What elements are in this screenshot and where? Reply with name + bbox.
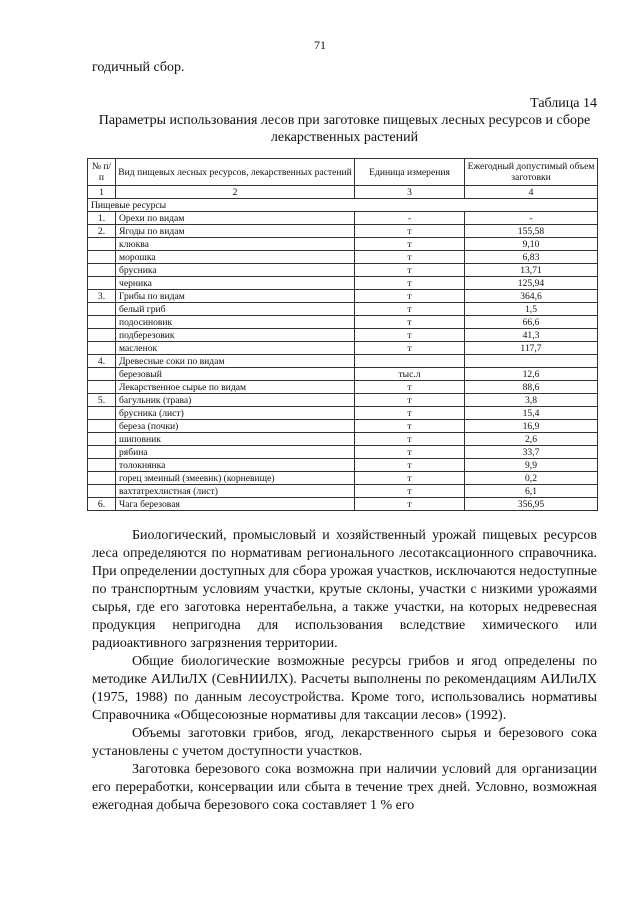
unit: т: [355, 472, 465, 485]
resource-name: Ягоды по видам: [116, 225, 355, 238]
resource-name: подберезовик: [116, 329, 355, 342]
table-row: [88, 498, 598, 511]
table-row: [88, 381, 598, 394]
resource-name: Чага березовая: [116, 498, 355, 511]
row-number: [88, 277, 116, 290]
row-number: 2.: [88, 225, 116, 238]
table-row: [88, 316, 598, 329]
column-number: 3: [355, 186, 465, 199]
row-number: [88, 238, 116, 251]
resource-name: Грибы по видам: [116, 290, 355, 303]
row-number: [88, 316, 116, 329]
column-number: 1: [88, 186, 116, 199]
resource-name: Орехи по видам: [116, 212, 355, 225]
section-label: Пищевые ресурсы: [88, 199, 598, 212]
resource-name: береза (почки): [116, 420, 355, 433]
row-number: [88, 329, 116, 342]
unit: т: [355, 277, 465, 290]
table-row: [88, 290, 598, 303]
column-number-row: [88, 186, 598, 199]
unit: т: [355, 459, 465, 472]
volume-value: 117,7: [465, 342, 598, 355]
unit: тыс.л: [355, 368, 465, 381]
row-number: [88, 303, 116, 316]
row-number: 5.: [88, 394, 116, 407]
unit: т: [355, 498, 465, 511]
resource-name: толокнянка: [116, 459, 355, 472]
row-number: [88, 420, 116, 433]
row-number: 4.: [88, 355, 116, 368]
row-number: 1.: [88, 212, 116, 225]
unit: т: [355, 251, 465, 264]
unit: т: [355, 238, 465, 251]
resource-name: Лекарственное сырье по видам: [116, 381, 355, 394]
resource-name: рябина: [116, 446, 355, 459]
resource-name: подосиновик: [116, 316, 355, 329]
table-header-row: [88, 159, 598, 186]
unit: т: [355, 264, 465, 277]
unit: т: [355, 381, 465, 394]
table-row: [88, 446, 598, 459]
paragraph: Биологический, промысловый и хозяйственный урожай пищевых ресурсов леса определяются по нормативам регионального лесотаксационного справочника. При определении доступных для сбора урожая участков, исключаются недоступные по транспортным условиям участки, крутые склоны, участки с низкими урожаями сырья, где его заготовка нерентабельна, а также участки, на которых недревесная продукция непригодна для использования вследствие химического или радиоактивного загрязнения территории.: [92, 528, 597, 651]
resource-name: масленок: [116, 342, 355, 355]
body-text: [92, 527, 597, 815]
resource-name: вахтатрехлистная (лист): [116, 485, 355, 498]
volume-value: 15,4: [465, 407, 598, 420]
volume-value: 2,6: [465, 433, 598, 446]
unit: т: [355, 303, 465, 316]
resource-name: морошка: [116, 251, 355, 264]
row-number: [88, 472, 116, 485]
unit: т: [355, 329, 465, 342]
header-volume: Ежегодный допустимый объем заготовки: [465, 159, 598, 186]
volume-value: 6,83: [465, 251, 598, 264]
row-number: 6.: [88, 498, 116, 511]
resource-name: клюква: [116, 238, 355, 251]
row-number: [88, 407, 116, 420]
table-row: [88, 485, 598, 498]
table-row: [88, 212, 598, 225]
page-number: 71: [314, 38, 326, 52]
volume-value: -: [465, 212, 598, 225]
row-number: [88, 433, 116, 446]
table-row: [88, 329, 598, 342]
row-number: [88, 264, 116, 277]
table-row: [88, 225, 598, 238]
column-number: 4: [465, 186, 598, 199]
paragraph: Общие биологические возможные ресурсы грибов и ягод определены по методике АИЛиЛХ (СевНИИЛХ). Расчеты выполнены по рекомендациям АИЛиЛХ (1975, 1988) по данным лесоустройства. Кроме того, использовались нормативы Справочника «Общесоюзные нормативы для таксации лесов» (1992).: [92, 654, 597, 723]
table-row: [88, 459, 598, 472]
volume-value: 1,5: [465, 303, 598, 316]
volume-value: 155,58: [465, 225, 598, 238]
table-row: [88, 420, 598, 433]
volume-value: 41,3: [465, 329, 598, 342]
volume-value: 9,9: [465, 459, 598, 472]
unit: т: [355, 342, 465, 355]
resource-name: шиповник: [116, 433, 355, 446]
header-num: № п/п: [88, 159, 116, 186]
table-row: [88, 472, 598, 485]
table-row: [88, 407, 598, 420]
volume-value: 16,9: [465, 420, 598, 433]
paragraph: Заготовка березового сока возможна при наличии условий для организации его переработки, консервации или сбыта в течение трех дней. Условно, возможная ежегодная добыча березового сока составляет 1 % его: [92, 762, 597, 813]
table-row: [88, 303, 598, 316]
unit: т: [355, 290, 465, 303]
volume-value: 13,71: [465, 264, 598, 277]
volume-value: 6,1: [465, 485, 598, 498]
table-row: [88, 368, 598, 381]
volume-value: 9,10: [465, 238, 598, 251]
volume-value: 356,95: [465, 498, 598, 511]
intro-line: годичный сбор.: [92, 60, 185, 75]
resource-name: горец змеиный (змеевик) (корневище): [116, 472, 355, 485]
row-number: [88, 251, 116, 264]
row-number: [88, 459, 116, 472]
resource-name: Древесные соки по видам: [116, 355, 355, 368]
unit: т: [355, 407, 465, 420]
header-unit: Единица измерения: [355, 159, 465, 186]
volume-value: 125,94: [465, 277, 598, 290]
row-number: [88, 485, 116, 498]
unit: [355, 355, 465, 368]
resource-name: черника: [116, 277, 355, 290]
unit: т: [355, 316, 465, 329]
table-row: [88, 342, 598, 355]
header-resource-type: Вид пищевых лесных ресурсов, лекарственных растений: [116, 159, 355, 186]
table-row: [88, 277, 598, 290]
table-title: Параметры использования лесов при заготовке пищевых лесных ресурсов и сборе лекарственных растений: [98, 113, 591, 145]
unit: т: [355, 446, 465, 459]
unit: т: [355, 433, 465, 446]
volume-value: 3,8: [465, 394, 598, 407]
resource-name: березовый: [116, 368, 355, 381]
row-number: [88, 446, 116, 459]
column-number: 2: [116, 186, 355, 199]
volume-value: 66,6: [465, 316, 598, 329]
section-row: [88, 199, 598, 212]
table-row: [88, 433, 598, 446]
resource-name: багульник (трава): [116, 394, 355, 407]
resource-name: брусника (лист): [116, 407, 355, 420]
volume-value: 0,2: [465, 472, 598, 485]
table-row: [88, 238, 598, 251]
table-row: [88, 355, 598, 368]
unit: т: [355, 420, 465, 433]
row-number: [88, 368, 116, 381]
volume-value: 12,6: [465, 368, 598, 381]
forest-resources-table: [87, 158, 598, 511]
unit: т: [355, 485, 465, 498]
table-row: [88, 394, 598, 407]
volume-value: 364,6: [465, 290, 598, 303]
table-row: [88, 264, 598, 277]
table-label: Таблица 14: [530, 96, 597, 111]
paragraph: Объемы заготовки грибов, ягод, лекарственного сырья и березового сока установлены с учетом доступности участков.: [92, 726, 597, 759]
volume-value: 33,7: [465, 446, 598, 459]
resource-name: белый гриб: [116, 303, 355, 316]
row-number: 3.: [88, 290, 116, 303]
unit: т: [355, 394, 465, 407]
row-number: [88, 342, 116, 355]
volume-value: 88,6: [465, 381, 598, 394]
resource-name: брусника: [116, 264, 355, 277]
unit: т: [355, 225, 465, 238]
row-number: [88, 381, 116, 394]
table-row: [88, 251, 598, 264]
volume-value: [465, 355, 598, 368]
unit: -: [355, 212, 465, 225]
